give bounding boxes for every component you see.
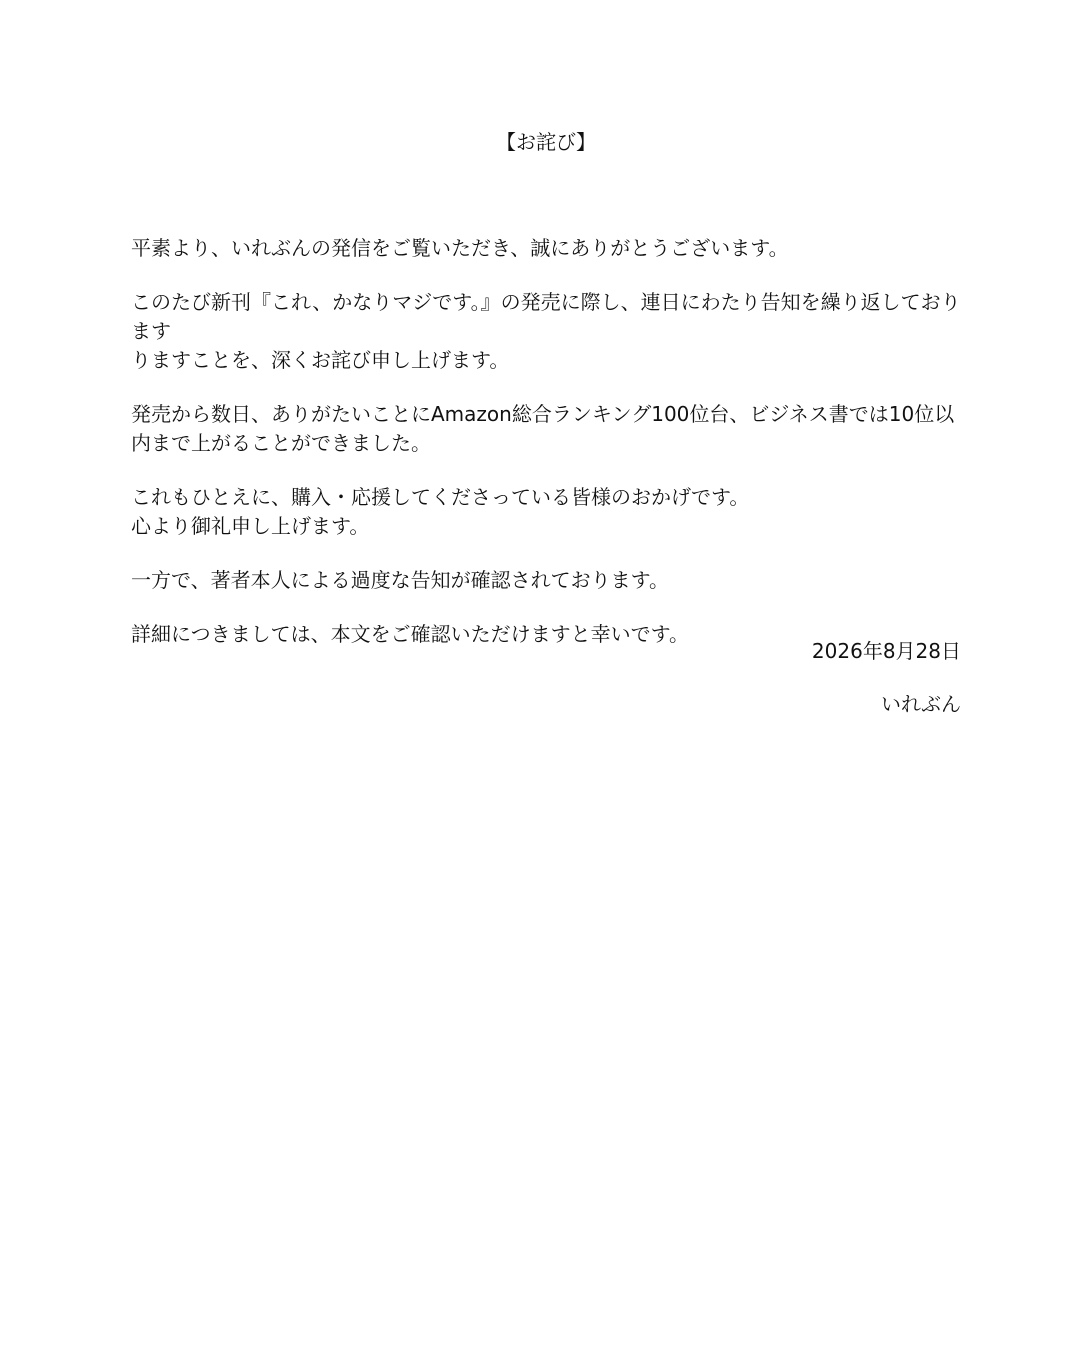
paragraph-apology: このたび新刊『これ、かなりマジです。』の発売に際し、連日にわたり告知を繰り返しております りますことを、深くお詫び申し上げます。 — [131, 290, 961, 372]
paragraph-details: 詳細につきましては、本文をご確認いただけますと幸いです。 — [131, 622, 689, 646]
paragraph-thanks: これもひとえに、購入・応援してくださっている皆様のおかげです。 心より御礼申し上げます。 — [131, 485, 750, 538]
document-title: 【お詫び】 — [496, 130, 596, 154]
document-body — [131, 234, 971, 674]
paragraph-greeting: 平素より、いれぶんの発信をご覧いただき、誠にありがとうございます。 — [131, 236, 789, 260]
document-date: 2026年8月28日 — [811, 639, 961, 663]
document-signature: いれぶん — [881, 692, 961, 716]
paragraph-ranking: 発売から数日、ありがたいことにAmazon総合ランキング100位台、ビジネス書では10位以 内まで上がることができました。 — [131, 402, 955, 455]
paragraph-notice: 一方で、著者本人による過度な告知が確認されております。 — [131, 568, 669, 592]
